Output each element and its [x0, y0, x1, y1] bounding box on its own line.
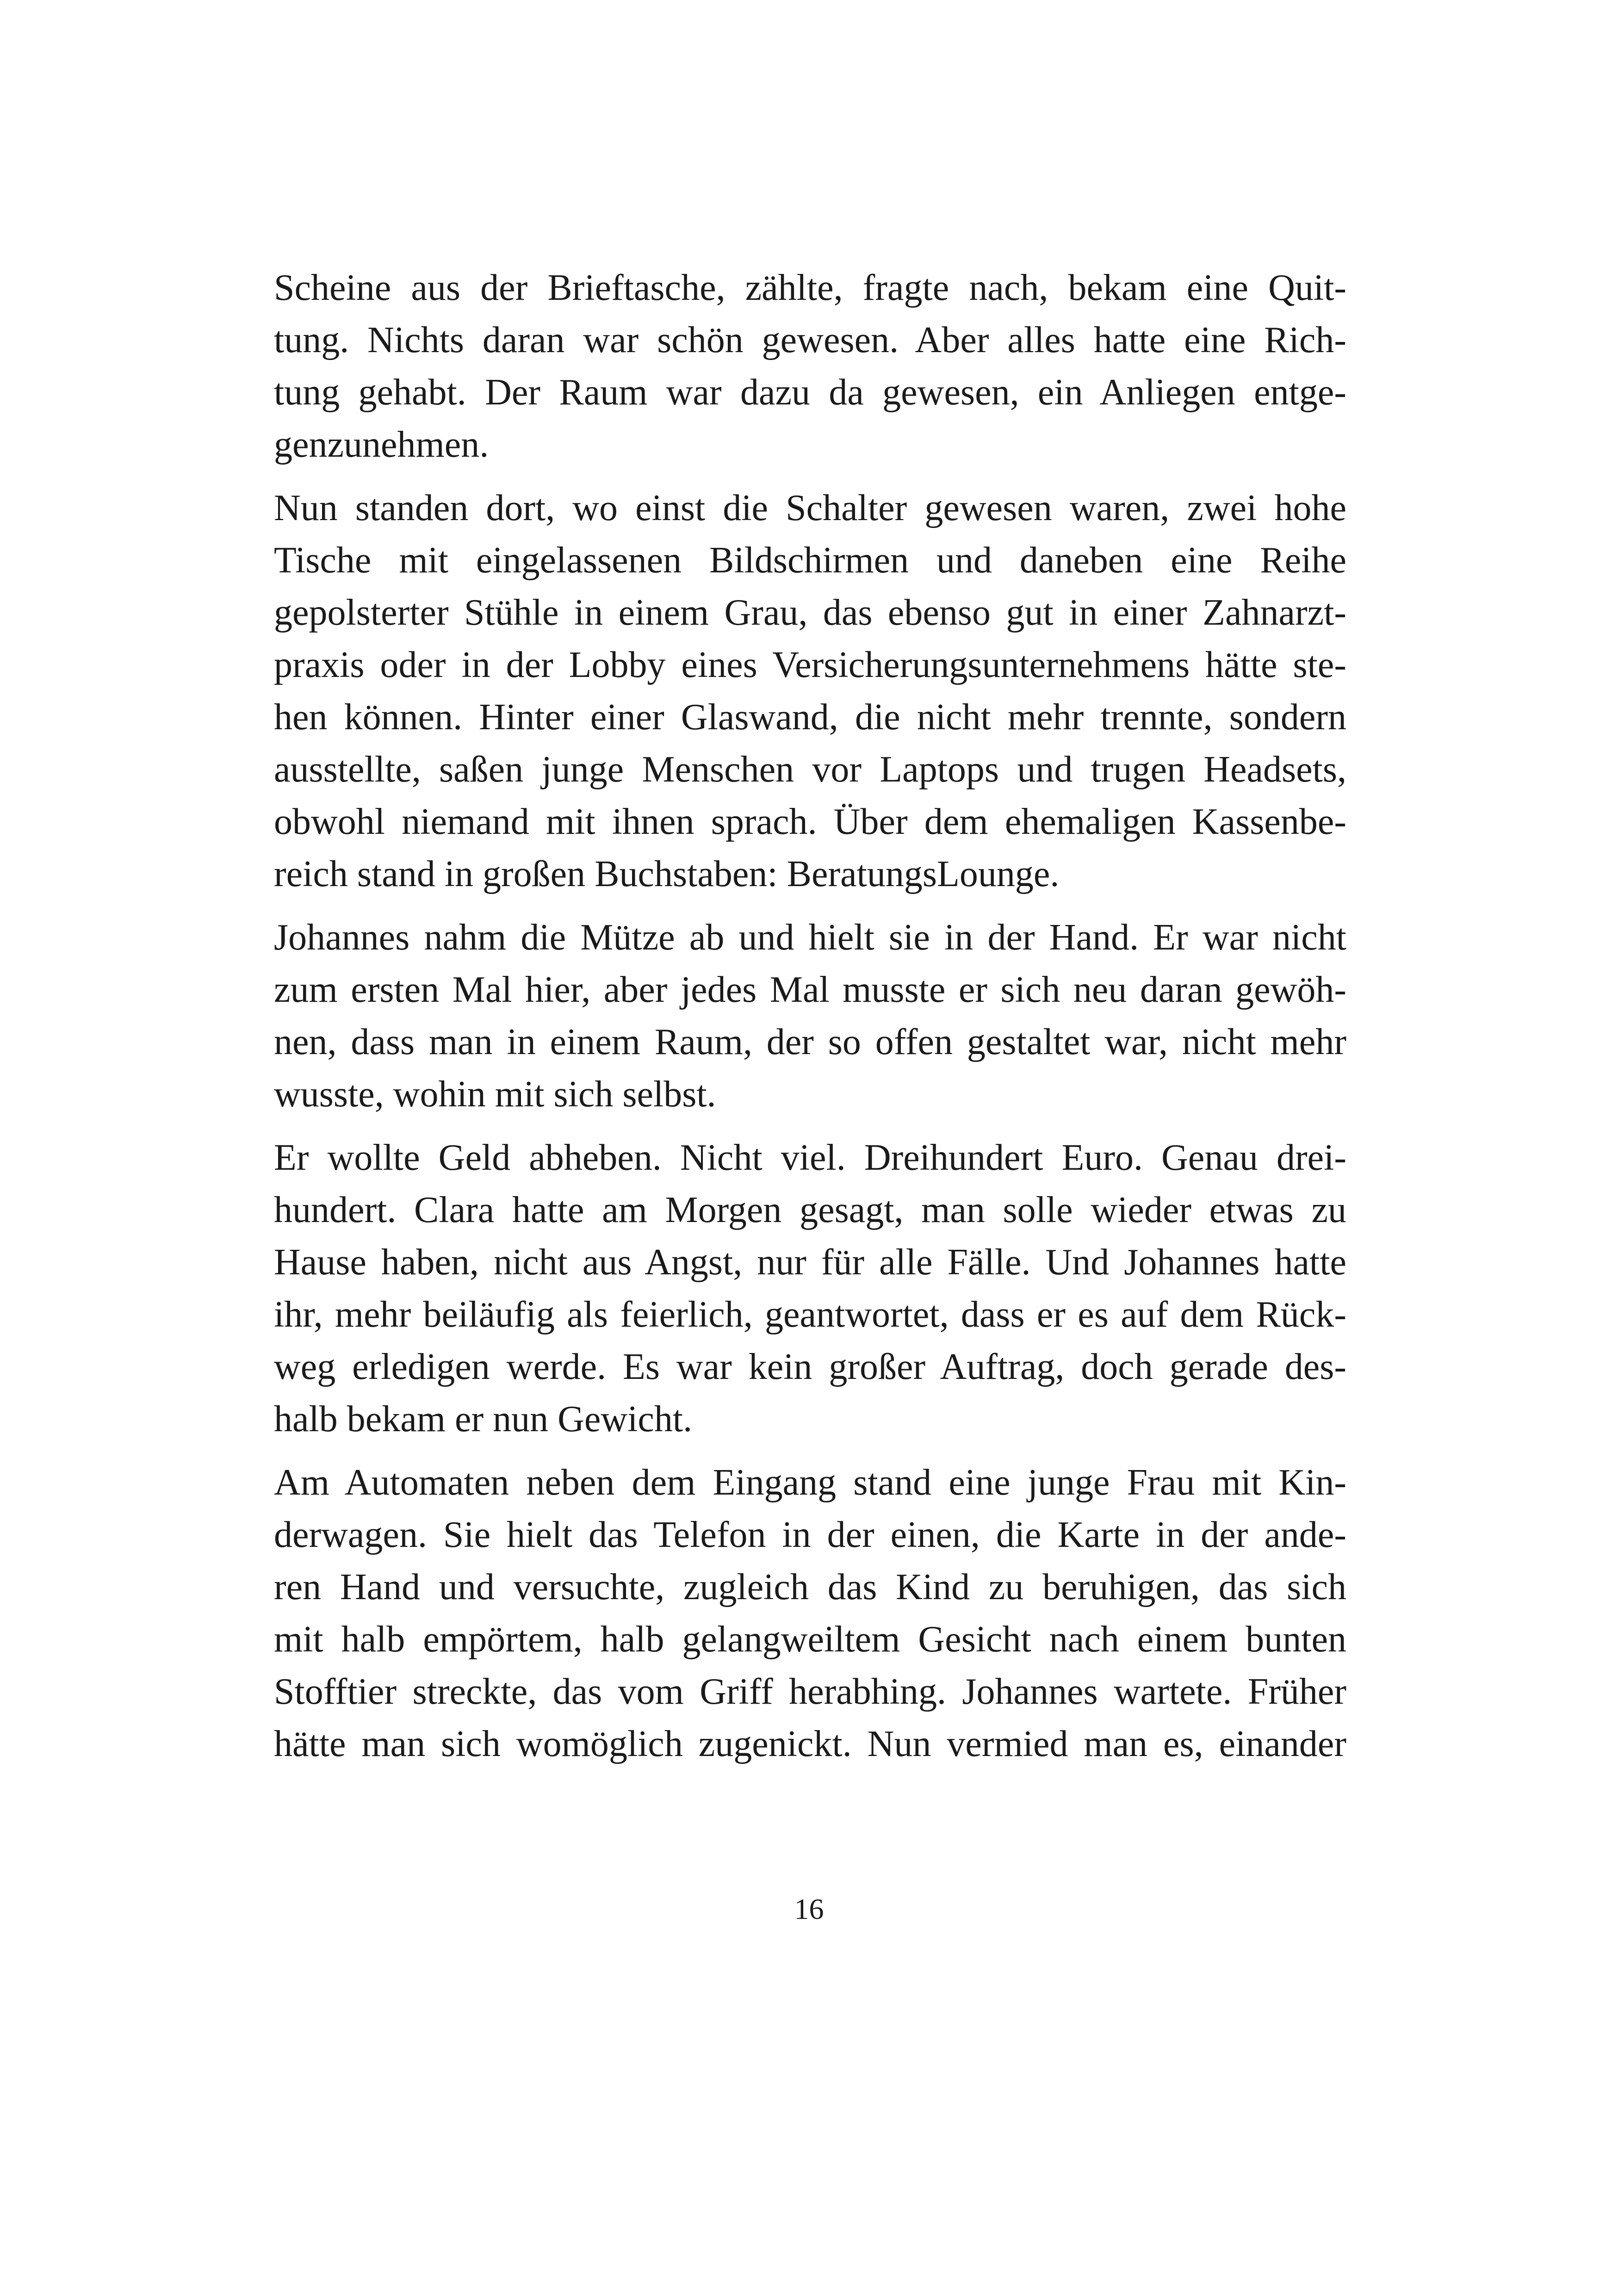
text-line: obwohl niemand mit ihnen sprach. Über dem ehemaligen Kassenbe-: [274, 801, 1346, 842]
text-line: halb bekam er nun Gewicht.: [274, 1399, 693, 1440]
text-line: weg erledigen werde. Es war kein großer Auftrag, doch gerade des-: [274, 1347, 1346, 1387]
text-line: mit halb empörtem, halb gelangweiltem Gesicht nach einem bunten: [274, 1619, 1346, 1660]
paragraph: [274, 1457, 1346, 1770]
paragraph: [274, 262, 1346, 471]
text-line: hen können. Hinter einer Glaswand, die nicht mehr trennte, sondern: [274, 697, 1346, 738]
text-line: tung gehabt. Der Raum war dazu da gewesen, ein Anliegen entge-: [274, 372, 1346, 413]
text-line: hätte man sich womöglich zugenickt. Nun vermied man es, einander: [274, 1724, 1346, 1764]
text-line: genzunehmen.: [274, 424, 489, 465]
text-line: Am Automaten neben dem Eingang stand eine junge Frau mit Kin-: [274, 1462, 1346, 1503]
text-line: praxis oder in der Lobby eines Versicherungsunternehmens hätte ste-: [274, 645, 1346, 685]
text-line: Tische mit eingelassenen Bildschirmen und daneben eine Reihe: [274, 540, 1346, 581]
body-text: [274, 262, 1346, 1781]
text-line: tung. Nichts daran war schön gewesen. Aber alles hatte eine Rich-: [274, 320, 1346, 360]
text-line: reich stand in großen Buchstaben: BeratungsLounge.: [274, 854, 1060, 894]
text-line: zum ersten Mal hier, aber jedes Mal musste er sich neu daran gewöh-: [274, 969, 1346, 1010]
text-line: ihr, mehr beiläufig als feierlich, geantwortet, dass er es auf dem Rück-: [274, 1294, 1346, 1335]
text-line: Johannes nahm die Mütze ab und hielt sie in der Hand. Er war nicht: [274, 917, 1346, 958]
paragraph: [274, 1132, 1346, 1446]
text-line: Hause haben, nicht aus Angst, nur für alle Fälle. Und Johannes hatte: [274, 1242, 1346, 1283]
text-line: Er wollte Geld abheben. Nicht viel. Dreihundert Euro. Genau drei-: [274, 1137, 1346, 1178]
text-line: hundert. Clara hatte am Morgen gesagt, man solle wieder etwas zu: [274, 1190, 1346, 1230]
text-line: wusste, wohin mit sich selbst.: [274, 1074, 716, 1115]
text-line: nen, dass man in einem Raum, der so offen gestaltet war, nicht mehr: [274, 1022, 1346, 1062]
text-line: Stofftier streckte, das vom Griff herabhing. Johannes wartete. Früher: [274, 1671, 1346, 1712]
text-line: ren Hand und versuchte, zugleich das Kind zu beruhigen, das sich: [274, 1567, 1346, 1607]
text-line: gepolsterter Stühle in einem Grau, das ebenso gut in einer Zahnarzt-: [274, 592, 1346, 633]
text-line: Nun standen dort, wo einst die Schalter gewesen waren, zwei hohe: [274, 488, 1346, 528]
text-line: ausstellte, saßen junge Menschen vor Laptops und trugen Headsets,: [274, 749, 1346, 790]
text-line: derwagen. Sie hielt das Telefon in der einen, die Karte in der ande-: [274, 1514, 1346, 1555]
page-number: 16: [794, 1893, 824, 1925]
paragraph: [274, 912, 1346, 1121]
paragraph: [274, 482, 1346, 900]
text-line: Scheine aus der Brieftasche, zählte, fragte nach, bekam eine Quit-: [274, 267, 1346, 308]
